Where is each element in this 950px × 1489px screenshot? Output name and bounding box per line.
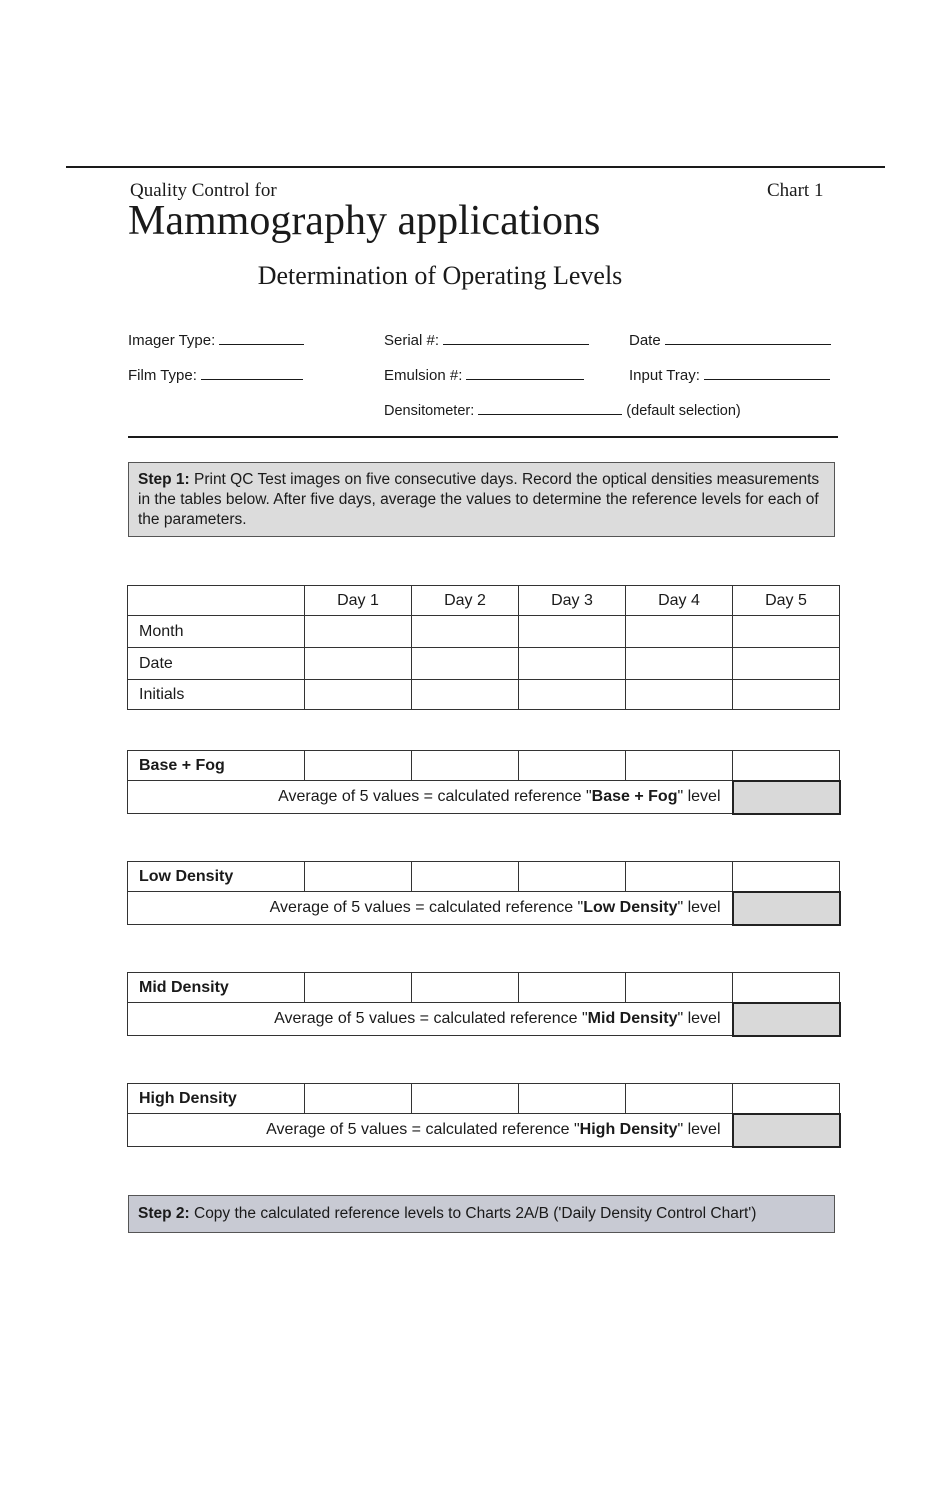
reference-level-cell[interactable] <box>733 781 840 814</box>
level-label: Base + Fog <box>128 751 305 781</box>
date-label: Date <box>629 332 661 349</box>
entry-cell[interactable] <box>412 973 519 1003</box>
table-row <box>128 1114 840 1147</box>
entry-cell[interactable] <box>412 648 519 680</box>
chart-number: Chart 1 <box>767 180 824 201</box>
table-row <box>128 648 840 680</box>
serial-input[interactable] <box>443 330 589 345</box>
qc-for-label: Quality Control for <box>130 180 277 201</box>
entry-cell[interactable] <box>519 1084 626 1114</box>
serial-field <box>384 330 589 350</box>
entry-cell[interactable] <box>305 973 412 1003</box>
average-text: Average of 5 values = calculated reference "Base + Fog" level <box>128 781 733 814</box>
header-rule <box>128 436 838 438</box>
average-text: Average of 5 values = calculated reference "High Density" level <box>128 1114 733 1147</box>
entry-cell[interactable] <box>733 862 840 892</box>
film-type-field <box>128 365 303 385</box>
day-header: Day 4 <box>626 586 733 616</box>
table-row <box>128 680 840 710</box>
entry-cell[interactable] <box>412 1084 519 1114</box>
emulsion-label: Emulsion #: <box>384 367 463 384</box>
entry-cell[interactable] <box>305 680 412 710</box>
default-selection-note: (default selection) <box>626 403 741 419</box>
entry-cell[interactable] <box>519 680 626 710</box>
entry-cell[interactable] <box>733 973 840 1003</box>
entry-cell[interactable] <box>626 1084 733 1114</box>
entry-cell[interactable] <box>305 1084 412 1114</box>
table-row <box>128 1084 840 1114</box>
day-header: Day 1 <box>305 586 412 616</box>
entry-cell[interactable] <box>733 751 840 781</box>
entry-cell[interactable] <box>412 616 519 648</box>
day-header: Day 2 <box>412 586 519 616</box>
reference-level-cell[interactable] <box>733 1003 840 1036</box>
row-label: Initials <box>128 680 305 710</box>
entry-cell[interactable] <box>305 862 412 892</box>
step2-label: Step 2: <box>138 1205 190 1222</box>
emulsion-input[interactable] <box>466 365 584 380</box>
days-table <box>127 585 840 710</box>
film-type-input[interactable] <box>201 365 303 380</box>
level-label: High Density <box>128 1084 305 1114</box>
table-row <box>128 781 840 814</box>
entry-cell[interactable] <box>412 680 519 710</box>
table-row <box>128 751 840 781</box>
input-tray-field <box>629 365 830 385</box>
table-row <box>128 616 840 648</box>
densitometer-label: Densitometer: <box>384 403 475 419</box>
high-density-table <box>127 1083 841 1148</box>
top-rule <box>66 166 885 168</box>
step2-text: Copy the calculated reference levels to Charts 2A/B ('Daily Density Control Chart') <box>189 1205 757 1222</box>
entry-cell[interactable] <box>733 648 840 680</box>
base-fog-table <box>127 750 841 815</box>
average-text: Average of 5 values = calculated reference "Mid Density" level <box>128 1003 733 1036</box>
entry-cell[interactable] <box>412 751 519 781</box>
entry-cell[interactable] <box>519 751 626 781</box>
step2-box <box>128 1195 835 1233</box>
step1-text: Print QC Test images on five consecutive days. Record the optical densities measurements in the tables below. After five days, average the values to determine the reference levels for each of the parameters. <box>138 471 820 528</box>
level-label: Mid Density <box>128 973 305 1003</box>
film-type-label: Film Type: <box>128 367 197 384</box>
entry-cell[interactable] <box>519 648 626 680</box>
entry-cell[interactable] <box>626 616 733 648</box>
serial-label: Serial #: <box>384 332 440 349</box>
input-tray-input[interactable] <box>704 365 830 380</box>
entry-cell[interactable] <box>305 616 412 648</box>
step1-label: Step 1: <box>138 471 190 488</box>
entry-cell[interactable] <box>626 862 733 892</box>
day-header: Day 3 <box>519 586 626 616</box>
date-field <box>629 330 831 350</box>
emulsion-field <box>384 365 584 385</box>
imager-type-input[interactable] <box>219 330 304 345</box>
entry-cell[interactable] <box>733 680 840 710</box>
table-row <box>128 586 840 616</box>
imager-type-field <box>128 330 304 350</box>
day-header: Day 5 <box>733 586 840 616</box>
entry-cell[interactable] <box>733 1084 840 1114</box>
table-row <box>128 862 840 892</box>
entry-cell[interactable] <box>733 616 840 648</box>
entry-cell[interactable] <box>519 973 626 1003</box>
row-label: Date <box>128 648 305 680</box>
reference-level-cell[interactable] <box>733 892 840 925</box>
table-row <box>128 892 840 925</box>
entry-cell[interactable] <box>305 648 412 680</box>
corner-cell <box>128 586 305 616</box>
step1-box <box>128 462 835 537</box>
page-subtitle: Determination of Operating Levels <box>257 261 623 290</box>
entry-cell[interactable] <box>412 862 519 892</box>
average-text: Average of 5 values = calculated reference "Low Density" level <box>128 892 733 925</box>
page-title: Mammography applications <box>128 198 601 244</box>
densitometer-input[interactable] <box>478 400 622 415</box>
entry-cell[interactable] <box>626 973 733 1003</box>
entry-cell[interactable] <box>519 862 626 892</box>
entry-cell[interactable] <box>626 648 733 680</box>
level-label: Low Density <box>128 862 305 892</box>
densitometer-field <box>384 400 741 420</box>
input-tray-label: Input Tray: <box>629 367 700 384</box>
mid-density-table <box>127 972 841 1037</box>
entry-cell[interactable] <box>626 751 733 781</box>
low-density-table <box>127 861 841 926</box>
reference-level-cell[interactable] <box>733 1114 840 1147</box>
imager-type-label: Imager Type: <box>128 332 216 349</box>
table-row <box>128 973 840 1003</box>
entry-cell[interactable] <box>626 680 733 710</box>
row-label: Month <box>128 616 305 648</box>
entry-cell[interactable] <box>519 616 626 648</box>
date-input[interactable] <box>665 330 831 345</box>
entry-cell[interactable] <box>305 751 412 781</box>
table-row <box>128 1003 840 1036</box>
